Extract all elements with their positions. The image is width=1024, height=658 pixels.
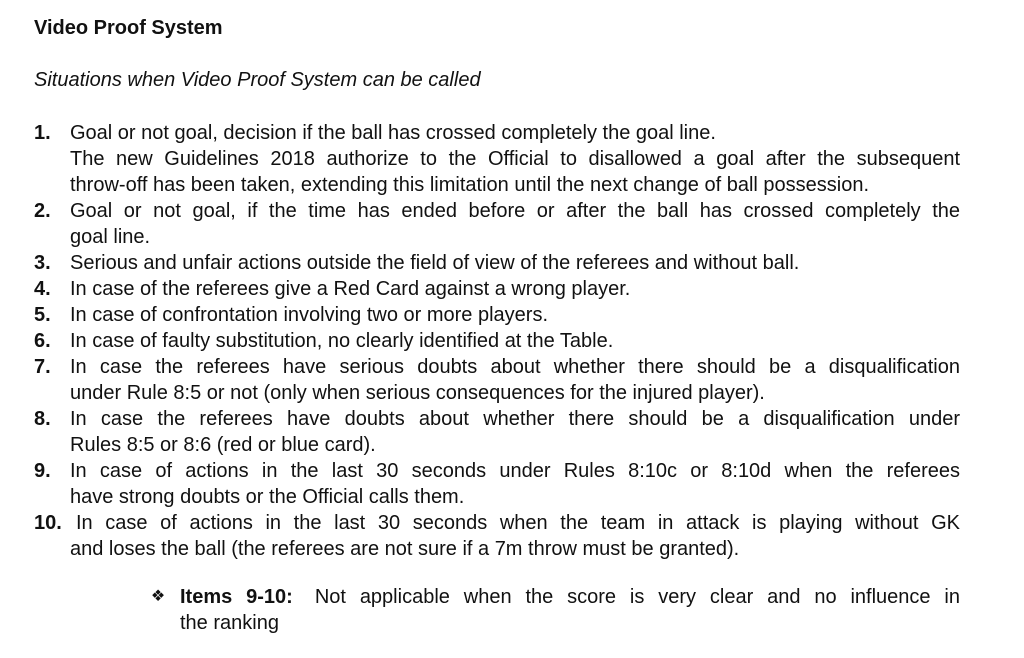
document-subtitle: Situations when Video Proof System can be called xyxy=(34,69,481,91)
item-line: Goal or not goal, decision if the ball has crossed completely the goal line. xyxy=(70,122,716,144)
note-content xyxy=(148,584,960,636)
note-block xyxy=(148,584,960,636)
item-line: In case the referees have serious doubts about whether there should be a disqualification xyxy=(70,356,960,378)
item-line: and loses the ball (the referees are not sure if a 7m throw must be granted). xyxy=(70,538,740,560)
item-number: 9. xyxy=(34,460,51,482)
list-item xyxy=(34,406,960,458)
list-item xyxy=(34,328,960,354)
item-line: In case the referees have doubts about whether there should be a disqualification under xyxy=(70,408,960,430)
item-number: 2. xyxy=(34,200,51,222)
note-label: Items 9-10: xyxy=(180,586,293,608)
item-line: In case of faulty substitution, no clearly identified at the Table. xyxy=(70,330,614,352)
item-line: under Rule 8:5 or not (only when serious consequences for the injured player). xyxy=(70,382,765,404)
list-item xyxy=(34,276,960,302)
list-item xyxy=(34,250,960,276)
item-line: In case of confrontation involving two or more players. xyxy=(70,304,549,326)
list-item xyxy=(34,354,960,406)
document-title: Video Proof System xyxy=(34,17,223,39)
item-line: have strong doubts or the Official calls them. xyxy=(70,486,465,508)
note-line: the ranking xyxy=(180,612,279,634)
item-number: 3. xyxy=(34,252,51,274)
list-item xyxy=(34,510,960,562)
item-line: In case of actions in the last 30 seconds under Rules 8:10c or 8:10d when the referees xyxy=(70,460,960,482)
item-number: 10. xyxy=(34,512,62,534)
diamond-bullet-icon: ❖ xyxy=(150,588,166,605)
list-item xyxy=(34,198,960,250)
note-text: Not applicable when the score is very clear and no influence in xyxy=(314,586,960,608)
item-line: throw-off has been taken, extending this limitation until the next change of ball possession. xyxy=(70,174,870,196)
item-line: Rules 8:5 or 8:6 (red or blue card). xyxy=(70,434,376,456)
note-line xyxy=(180,584,960,610)
list-item xyxy=(34,458,960,510)
item-number: 7. xyxy=(34,356,51,378)
situations-list xyxy=(34,120,960,562)
item-number: 4. xyxy=(34,278,51,300)
item-number: 1. xyxy=(34,122,51,144)
item-line: goal line. xyxy=(70,226,151,248)
item-number: 8. xyxy=(34,408,51,430)
list-item xyxy=(34,120,960,198)
item-line: In case of actions in the last 30 seconds when the team in attack is playing without GK xyxy=(76,512,960,534)
item-line: The new Guidelines 2018 authorize to the Official to disallowed a goal after the subsequent xyxy=(70,148,960,170)
item-line: Serious and unfair actions outside the field of view of the referees and without ball. xyxy=(70,252,800,274)
item-number: 5. xyxy=(34,304,51,326)
item-line: Goal or not goal, if the time has ended before or after the ball has crossed completely the xyxy=(70,200,960,222)
item-line: In case of the referees give a Red Card against a wrong player. xyxy=(70,278,631,300)
list-item xyxy=(34,302,960,328)
item-number: 6. xyxy=(34,330,51,352)
